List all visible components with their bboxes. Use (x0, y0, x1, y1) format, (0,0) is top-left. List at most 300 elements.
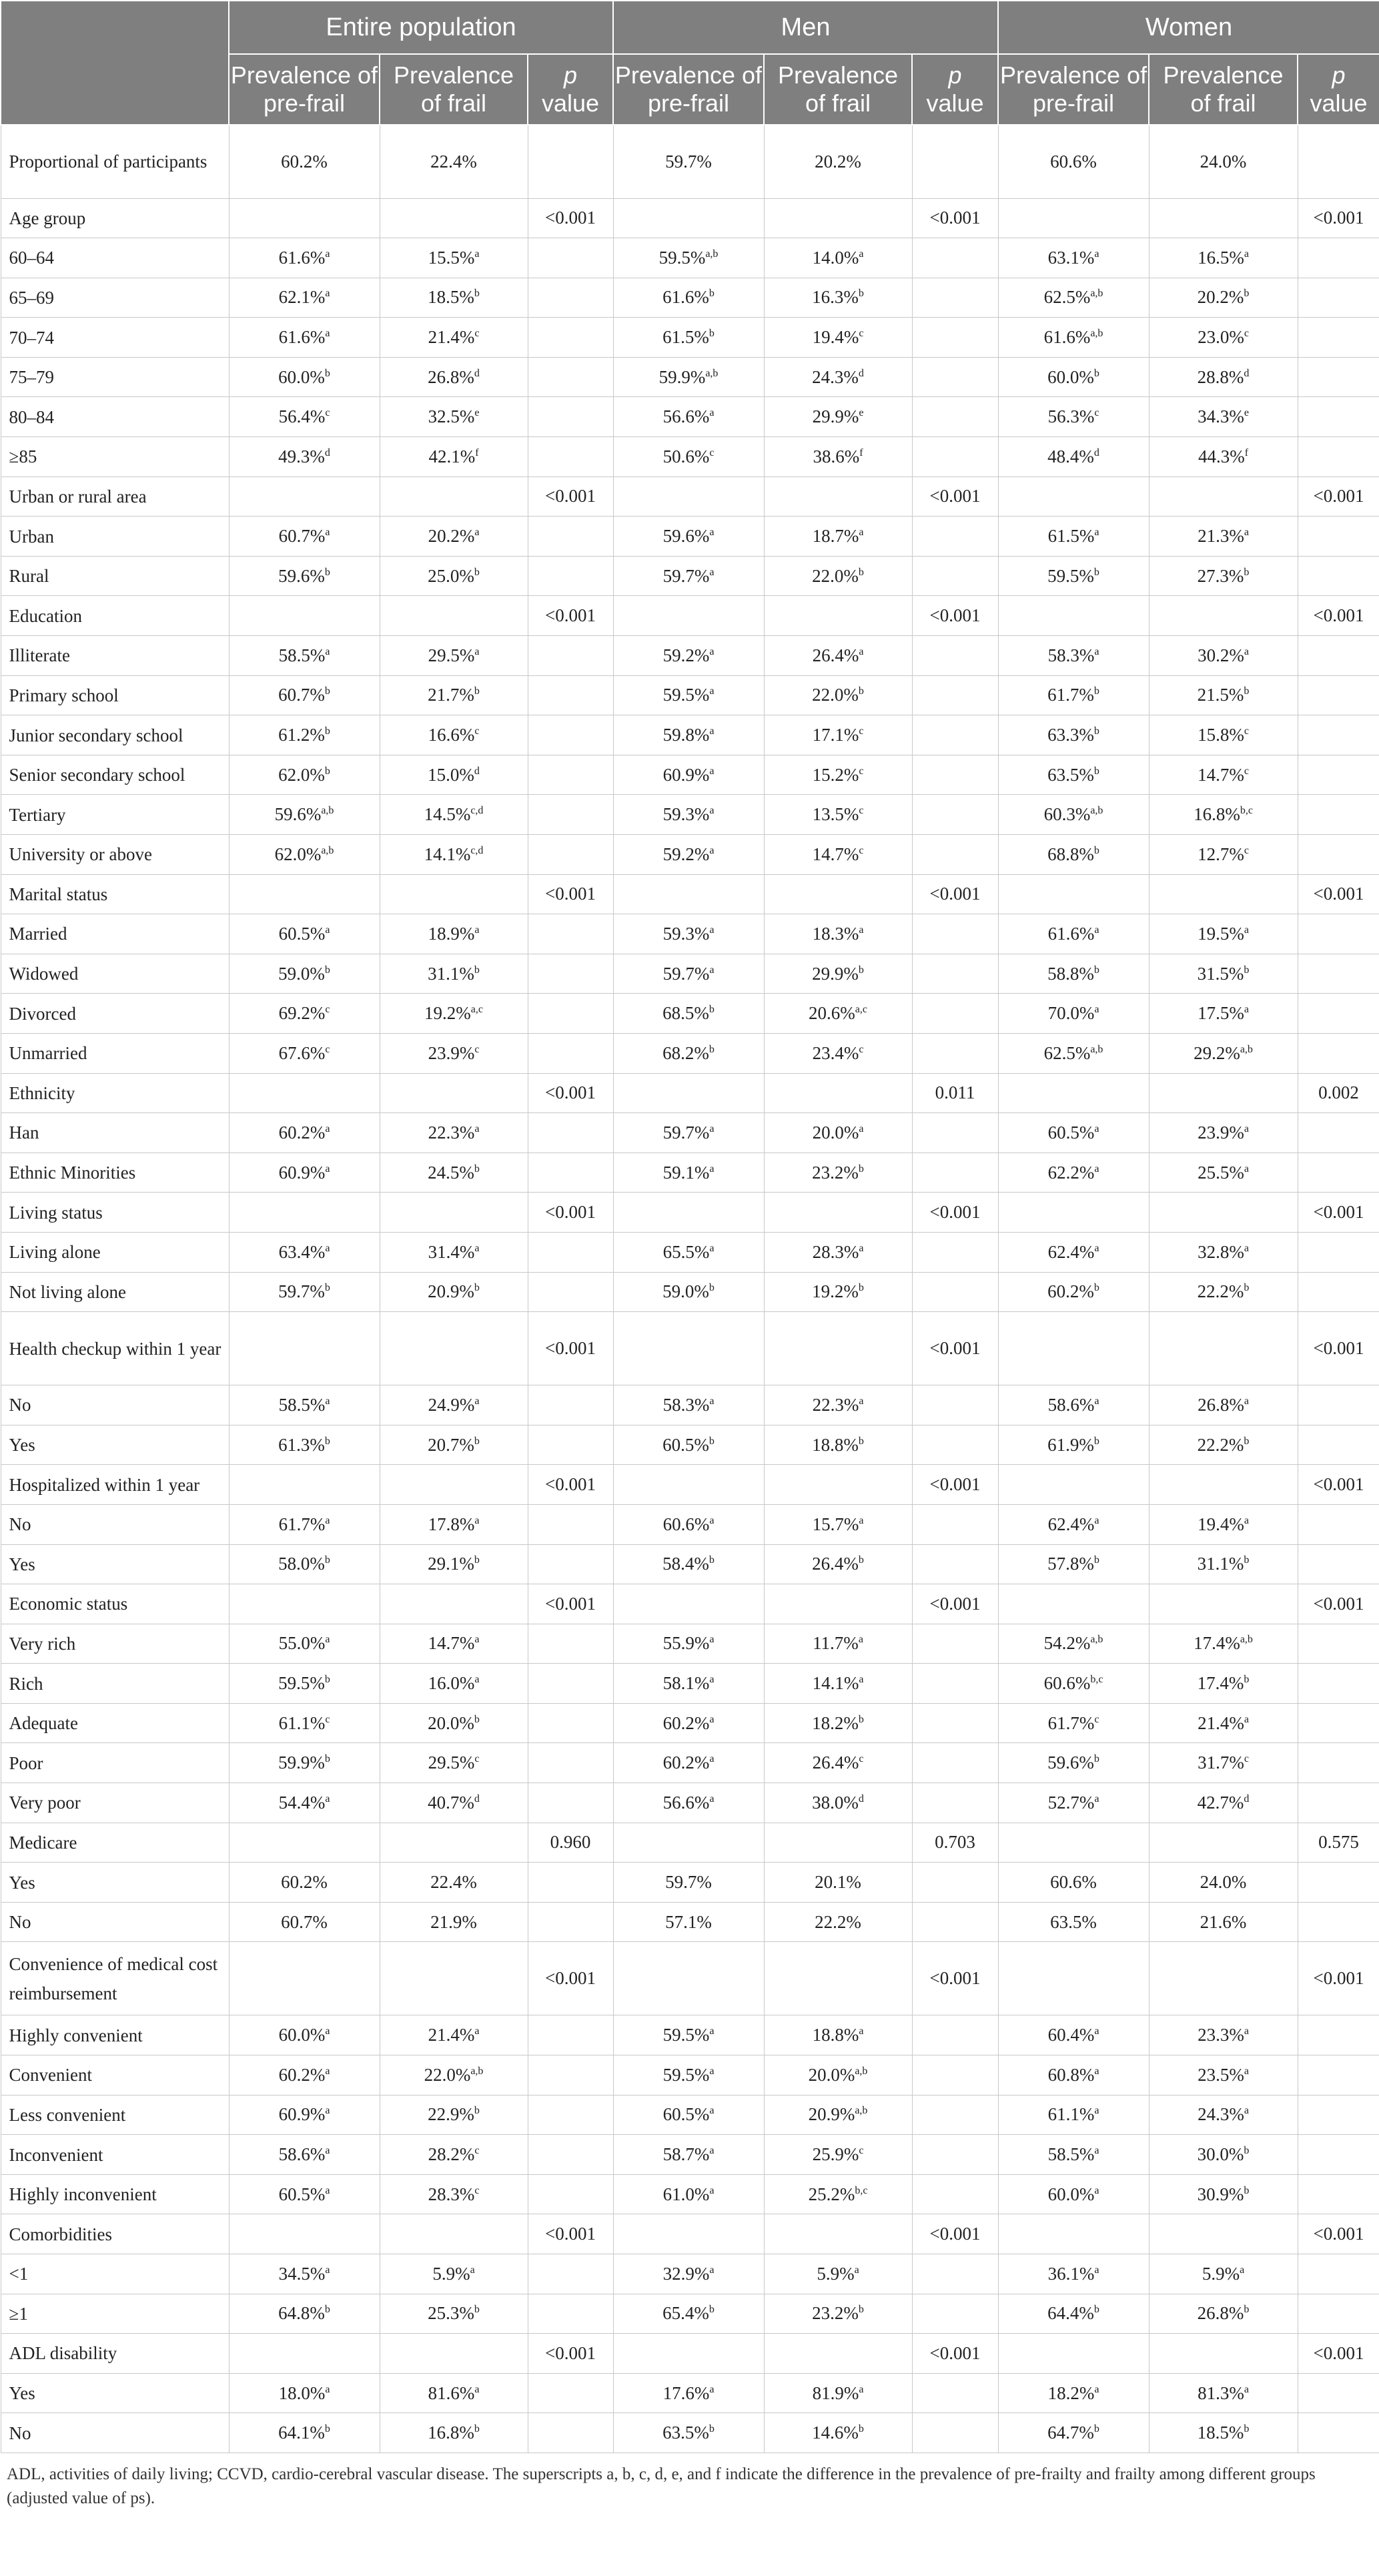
table-cell (1149, 2254, 1298, 2294)
table-cell (613, 2413, 764, 2453)
cell-value: 59.7% (662, 565, 710, 586)
cell-value: <0.001 (929, 1474, 981, 1495)
cell-superscript: a (325, 2065, 330, 2077)
cell-value: 49.3% (278, 446, 325, 466)
table-cell (229, 1193, 380, 1233)
cell-superscript: a,b (1090, 1634, 1103, 1646)
table-cell (912, 517, 998, 557)
cell-value: 58.6% (1047, 1394, 1095, 1415)
cell-value: 67.6% (278, 1042, 326, 1063)
cell-superscript: b (709, 2423, 715, 2435)
cell-value: 60.0% (278, 2025, 326, 2045)
cell-value: <0.001 (545, 605, 596, 626)
cell-superscript: a (325, 328, 330, 340)
table-cell (998, 1544, 1149, 1584)
cell-value: 60.2% (1047, 1281, 1094, 1302)
table-cell (764, 2135, 912, 2175)
table-cell (998, 238, 1149, 278)
cell-value: 17.4% (1197, 1673, 1244, 1694)
row-label: Convenience of medical cost reimbursement (1, 1942, 229, 2015)
table-cell (764, 476, 912, 517)
cell-superscript: a (1094, 1395, 1099, 1407)
cell-value: <0.001 (1313, 605, 1364, 626)
cell-value: 32.8% (1198, 1241, 1244, 1262)
cell-superscript: b (1244, 2304, 1250, 2316)
table-cell (528, 596, 613, 636)
cell-superscript: a (709, 2105, 715, 2117)
cell-value: 0.011 (935, 1082, 975, 1103)
cell-value: 56.6% (662, 1792, 710, 1813)
cell-superscript: c (325, 1713, 330, 1725)
cell-superscript: a (859, 1122, 864, 1135)
cell-value: 23.5% (1198, 2064, 1244, 2085)
table-cell (380, 1385, 528, 1425)
table-cell (229, 1902, 380, 1942)
table-row (1, 278, 1379, 318)
cell-value: 21.4% (428, 2025, 475, 2045)
cell-superscript: b (324, 1554, 330, 1566)
table-cell (613, 1465, 764, 1505)
table-cell (229, 1504, 380, 1544)
table-row (1, 357, 1379, 397)
table-row (1, 318, 1379, 358)
cell-value: 21.6% (1200, 1911, 1247, 1932)
cell-superscript: a (709, 685, 715, 697)
table-cell (380, 2294, 528, 2334)
cell-superscript: a (709, 1634, 715, 1646)
table-row (1, 874, 1379, 914)
table-cell (229, 125, 380, 198)
cell-value: 22.3% (812, 1394, 859, 1415)
cell-value: 61.5% (662, 327, 709, 348)
table-cell (998, 596, 1149, 636)
cell-superscript: c (859, 805, 864, 817)
table-cell (613, 2015, 764, 2055)
cell-value: 29.9% (812, 963, 859, 984)
table-cell (613, 835, 764, 875)
cell-superscript: a (859, 1242, 864, 1254)
table-cell (528, 2095, 613, 2135)
table-cell (998, 1073, 1149, 1113)
table-cell (380, 1113, 528, 1153)
table-row (1, 1385, 1379, 1425)
table-cell (1149, 1425, 1298, 1465)
table-cell (912, 795, 998, 835)
cell-superscript: b (1244, 566, 1250, 578)
cell-value: 22.4% (430, 1872, 477, 1893)
cell-superscript: a (859, 924, 864, 936)
table-cell (1149, 1703, 1298, 1743)
table-cell (229, 1823, 380, 1863)
cell-value: 59.3% (662, 923, 710, 944)
table-cell (998, 1385, 1149, 1425)
table-cell (528, 1312, 613, 1385)
cell-value: 62.4% (1047, 1514, 1095, 1534)
table-cell (528, 994, 613, 1034)
table-row (1, 1272, 1379, 1312)
table-cell (912, 636, 998, 676)
table-cell (229, 357, 380, 397)
row-label: Medicare (1, 1823, 229, 1863)
table-cell (613, 1624, 764, 1664)
cell-value: 23.2% (812, 1162, 859, 1183)
row-label: <1 (1, 2254, 229, 2294)
table-cell (912, 675, 998, 715)
row-label: Widowed (1, 954, 229, 994)
table-cell (229, 914, 380, 954)
table-cell (1149, 914, 1298, 954)
table-cell (912, 755, 998, 795)
table-cell (764, 596, 912, 636)
cell-superscript: a (859, 2025, 864, 2037)
table-cell (998, 1504, 1149, 1544)
header-prefrail: Prevalence of pre-frail (998, 54, 1149, 125)
table-cell (912, 125, 998, 198)
table-cell (528, 1544, 613, 1584)
row-label: Urban or rural area (1, 476, 229, 517)
cell-superscript: a (325, 924, 330, 936)
table-cell (764, 437, 912, 477)
table-cell (764, 1272, 912, 1312)
cell-superscript: a (474, 1122, 480, 1135)
cell-value: 23.3% (1198, 2025, 1244, 2045)
table-cell (1149, 1153, 1298, 1193)
cell-value: 20.9% (808, 2104, 855, 2125)
table-cell (1149, 755, 1298, 795)
header-p-value (1298, 54, 1379, 125)
cell-value: 60.2% (281, 151, 328, 172)
table-cell (998, 1743, 1149, 1783)
cell-superscript: a (325, 2383, 330, 2395)
table-cell (764, 636, 912, 676)
table-cell (912, 318, 998, 358)
cell-value: 60.7% (281, 1911, 328, 1932)
cell-value: 62.0% (278, 764, 325, 785)
table-row (1, 1033, 1379, 1073)
table-cell (1149, 675, 1298, 715)
table-cell (380, 1544, 528, 1584)
table-cell (912, 914, 998, 954)
cell-superscript: b (858, 685, 864, 697)
table-cell (998, 636, 1149, 676)
cell-superscript: c (474, 2145, 480, 2157)
cell-value: 21.5% (1197, 685, 1244, 705)
cell-value: 64.7% (1047, 2423, 1094, 2443)
table-cell (764, 1385, 912, 1425)
table-cell (1149, 1544, 1298, 1584)
cell-value: 55.9% (662, 1633, 710, 1654)
table-cell (912, 1624, 998, 1664)
table-cell (229, 2135, 380, 2175)
cell-value: 58.5% (278, 645, 326, 665)
table-cell (1298, 2413, 1379, 2453)
table-cell (764, 2214, 912, 2254)
cell-superscript: a (474, 1634, 480, 1646)
cell-value: 30.2% (1198, 645, 1244, 665)
cell-superscript: b (1244, 1435, 1250, 1447)
cell-superscript: b (324, 1674, 330, 1686)
cell-value: 27.3% (1197, 565, 1244, 586)
table-cell (998, 874, 1149, 914)
cell-superscript: a (325, 2025, 330, 2037)
table-cell (1149, 517, 1298, 557)
table-cell (764, 278, 912, 318)
table-cell (613, 2294, 764, 2334)
table-cell (1149, 357, 1298, 397)
table-cell (998, 795, 1149, 835)
cell-value: 81.9% (812, 2382, 859, 2403)
table-cell (613, 125, 764, 198)
table-cell (1298, 1033, 1379, 1073)
table-cell (1149, 596, 1298, 636)
cell-superscript: c (1094, 1713, 1099, 1725)
table-cell (764, 2254, 912, 2294)
table-cell (229, 2254, 380, 2294)
cell-value: 59.5% (278, 1673, 325, 1694)
table-cell (1298, 795, 1379, 835)
table-cell (1149, 1113, 1298, 1153)
table-cell (998, 1465, 1149, 1505)
cell-superscript: a (709, 1793, 715, 1805)
cell-value: 58.3% (1047, 645, 1095, 665)
cell-superscript: c (859, 765, 864, 777)
cell-value: 30.0% (1197, 2144, 1244, 2165)
table-cell (229, 2214, 380, 2254)
cell-superscript: b (474, 2304, 480, 2316)
row-label: Divorced (1, 994, 229, 1034)
table-cell (613, 357, 764, 397)
cell-superscript: b (1093, 765, 1099, 777)
cell-value: 50.6% (662, 446, 710, 466)
row-label: Living alone (1, 1232, 229, 1272)
table-cell (764, 795, 912, 835)
table-cell (998, 954, 1149, 994)
cell-superscript: d (1093, 446, 1099, 458)
table-cell (380, 1743, 528, 1783)
table-cell (1298, 1942, 1379, 2015)
table-cell (528, 2135, 613, 2175)
table-cell (1298, 914, 1379, 954)
table-cell (380, 2334, 528, 2374)
cell-superscript: a (1244, 1122, 1249, 1135)
cell-value: 65.4% (662, 2303, 709, 2324)
table-cell (528, 954, 613, 994)
cell-value: 31.1% (428, 963, 474, 984)
cell-value: <0.001 (929, 2342, 981, 2363)
cell-superscript: a,b (1090, 805, 1103, 817)
table-cell (380, 1902, 528, 1942)
cell-superscript: a (325, 1793, 330, 1805)
cell-superscript: a (709, 2184, 715, 2196)
table-cell (764, 318, 912, 358)
cell-value: 63.5% (1047, 764, 1094, 785)
row-label: Very rich (1, 1624, 229, 1664)
header-corner (1, 1, 229, 125)
cell-value: 65.5% (662, 1241, 710, 1262)
cell-superscript: a (1094, 1793, 1099, 1805)
header-p-rest: value (1310, 89, 1368, 117)
table-cell (998, 675, 1149, 715)
table-cell (1149, 1902, 1298, 1942)
table-row (1, 1823, 1379, 1863)
row-label: 65–69 (1, 278, 229, 318)
cell-superscript: b (858, 964, 864, 976)
cell-value: 58.5% (278, 1394, 326, 1415)
cell-superscript: a (859, 1674, 864, 1686)
cell-value: 81.3% (1198, 2382, 1244, 2403)
cell-superscript: a (709, 805, 715, 817)
cell-value: 59.6% (274, 804, 322, 825)
table-cell (528, 476, 613, 517)
cell-superscript: a (325, 1634, 330, 1646)
cell-value: 60.2% (662, 1752, 710, 1773)
table-cell (1298, 1544, 1379, 1584)
cell-value: 22.2% (1197, 1281, 1244, 1302)
cell-value: 68.5% (662, 1003, 709, 1024)
table-cell (1149, 994, 1298, 1034)
table-cell (380, 1703, 528, 1743)
row-label: Hospitalized within 1 year (1, 1465, 229, 1505)
cell-value: 64.8% (278, 2303, 325, 2324)
cell-value: 60.5% (278, 923, 326, 944)
cell-value: 14.7% (1198, 764, 1244, 785)
cell-superscript: e (1244, 407, 1249, 419)
table-cell (912, 1584, 998, 1624)
cell-value: 32.9% (662, 2263, 710, 2284)
cell-superscript: d (324, 446, 330, 458)
table-cell (613, 1823, 764, 1863)
cell-value: <0.001 (929, 1338, 981, 1359)
cell-superscript: a (709, 1753, 715, 1765)
cell-value: 15.0% (428, 764, 474, 785)
cell-superscript: a (709, 964, 715, 976)
table-cell (1298, 596, 1379, 636)
cell-value: 17.6% (662, 2382, 710, 2403)
table-cell (380, 2055, 528, 2096)
cell-value: 21.9% (430, 1911, 477, 1932)
cell-value: 59.9% (658, 366, 706, 387)
table-cell (764, 1504, 912, 1544)
cell-value: 42.7% (1197, 1792, 1244, 1813)
table-cell (912, 715, 998, 755)
table-cell (1298, 715, 1379, 755)
cell-superscript: c (859, 1043, 864, 1055)
table-row (1, 1465, 1379, 1505)
table-cell (380, 2214, 528, 2254)
table-cell (1149, 1504, 1298, 1544)
table-cell (229, 397, 380, 437)
table-cell (764, 914, 912, 954)
table-row (1, 397, 1379, 437)
table-cell (1298, 198, 1379, 238)
table-cell (380, 1153, 528, 1193)
table-body (1, 125, 1379, 2453)
table-cell (229, 2015, 380, 2055)
table-cell (528, 1624, 613, 1664)
table-cell (912, 596, 998, 636)
cell-superscript: b (1093, 1554, 1099, 1566)
table-cell (229, 437, 380, 477)
cell-value: 62.5% (1043, 287, 1091, 308)
table-row (1, 2294, 1379, 2334)
cell-value: 63.5% (1050, 1911, 1097, 1932)
cell-superscript: a (325, 2264, 330, 2276)
table-cell (229, 1465, 380, 1505)
cell-value: 23.9% (1198, 1122, 1244, 1143)
header-p-italic: p (563, 61, 578, 89)
cell-superscript: a (709, 566, 715, 578)
table-cell (1298, 278, 1379, 318)
cell-superscript: d (474, 765, 480, 777)
cell-superscript: b (474, 1435, 480, 1447)
cell-superscript: b (858, 288, 864, 300)
table-cell (998, 2174, 1149, 2214)
table-row (1, 1863, 1379, 1903)
cell-value: 59.0% (662, 1281, 709, 1302)
header-p-rest: value (926, 89, 984, 117)
table-cell (229, 1113, 380, 1153)
table-cell (613, 2334, 764, 2374)
cell-superscript: a (325, 645, 330, 657)
cell-value: 18.7% (812, 526, 859, 547)
table-cell (380, 954, 528, 994)
table-cell (380, 1664, 528, 1704)
table-cell (912, 2413, 998, 2453)
table-cell (528, 755, 613, 795)
cell-superscript: b (1244, 288, 1250, 300)
cell-superscript: a (474, 248, 480, 260)
table-cell (764, 125, 912, 198)
cell-superscript: a (1244, 2065, 1249, 2077)
cell-superscript: a (709, 1713, 715, 1725)
table-cell (229, 517, 380, 557)
table-cell (229, 198, 380, 238)
cell-superscript: a (709, 527, 715, 539)
table-cell (229, 994, 380, 1034)
table-cell (613, 994, 764, 1034)
cell-superscript: b (324, 1282, 330, 1294)
table-cell (1298, 556, 1379, 596)
cell-superscript: c (325, 1004, 330, 1016)
table-cell (1298, 1113, 1379, 1153)
cell-value: 60.3% (1043, 804, 1091, 825)
cell-value: 60.0% (1047, 366, 1094, 387)
cell-value: <0.001 (1313, 1202, 1364, 1223)
table-cell (229, 1703, 380, 1743)
cell-superscript: a (474, 1242, 480, 1254)
table-cell (998, 1664, 1149, 1704)
cell-value: <0.001 (929, 1593, 981, 1614)
table-cell (912, 238, 998, 278)
table-cell (998, 278, 1149, 318)
cell-superscript: a (854, 2264, 859, 2276)
table-cell (1298, 1863, 1379, 1903)
table-cell (380, 2174, 528, 2214)
cell-value: 60.7% (278, 685, 325, 705)
table-cell (1298, 2015, 1379, 2055)
cell-value: 16.5% (1198, 247, 1244, 268)
cell-superscript: b (1244, 2423, 1250, 2435)
cell-superscript: b (474, 2105, 480, 2117)
cell-superscript: b (709, 1043, 715, 1055)
table-cell (998, 1624, 1149, 1664)
table-cell (764, 1624, 912, 1664)
cell-value: 34.3% (1198, 406, 1244, 427)
cell-value: 60.2% (662, 1712, 710, 1733)
cell-superscript: a (1094, 1242, 1099, 1254)
cell-value: 31.4% (428, 1241, 475, 1262)
table-cell (1149, 1232, 1298, 1272)
